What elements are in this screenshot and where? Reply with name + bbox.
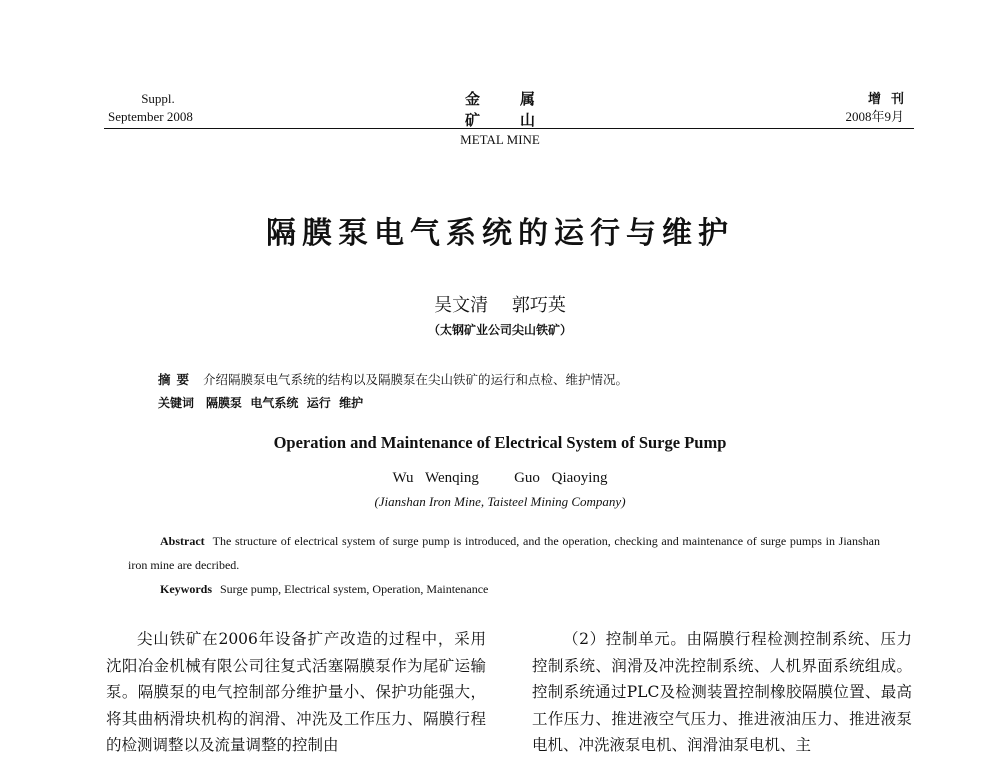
journal-issue-info: [108, 90, 248, 126]
keywords-cn-label: 关键词: [158, 396, 195, 410]
journal-name-cn: 金属矿山: [464, 92, 575, 129]
authors-cn: 吴文清 郭巧英: [434, 295, 566, 316]
abstract-en-label: Abstract: [160, 534, 205, 548]
body-column-right: （2）控制单元。由隔膜行程检测控制系统、压力控制系统、润滑及冲洗控制系统、人机界面系统组成。控制系统通过PLC及检测装置控制橡胶隔膜位置、最高工作压力、推进液空气压力、推进液油压力、推进液泵电机、冲洗液泵电机、润滑油泵电机、主: [532, 630, 912, 754]
issue-supplement-label-cn: 增刊: [867, 91, 914, 106]
issue-date-en: September 2008: [108, 109, 193, 124]
journal-name-en: METAL MINE: [460, 132, 540, 147]
abstract-en: [128, 529, 880, 577]
authors-en: Wu Wenqing Guo Qiaoying: [392, 470, 608, 486]
body-column-left: 尖山铁矿在2006年设备扩产改造的过程中，采用沈阳冶金机械有限公司往复式活塞隔膜泵作为尾矿运输泵。隔膜泵的电气控制部分维护量小、保护功能强大，将其曲柄滑块机构的润滑、冲洗及工作压力、隔膜行程的检测调整以及流量调整的控制由: [106, 630, 486, 754]
keywords-en: [160, 582, 488, 597]
keywords-en-label: Keywords: [160, 582, 212, 596]
article-title-en: Operation and Maintenance of Electrical System of Surge Pump: [273, 433, 727, 452]
affiliation-cn: （太钢矿业公司尖山铁矿）: [427, 323, 572, 337]
issue-date-cn: 2008年9月: [845, 109, 904, 124]
keywords-en-text: Surge pump, Electrical system, Operation, Maintenance: [220, 582, 489, 596]
affiliation-en: (Jianshan Iron Mine, Taisteel Mining Company): [374, 494, 626, 509]
keywords-cn: [158, 394, 363, 411]
journal-name: [400, 88, 600, 148]
issue-supplement-label: Suppl.: [141, 91, 175, 106]
journal-issue-info-cn: [784, 90, 914, 126]
abstract-cn: [158, 370, 628, 388]
article-title-cn: 隔膜泵电气系统的运行与维护: [266, 216, 734, 251]
keywords-cn-items: 隔膜泵 电气系统 运行 维护: [206, 396, 364, 410]
abstract-cn-label: 摘要: [158, 372, 196, 387]
abstract-cn-text: 介绍隔膜泵电气系统的结构以及隔膜泵在尖山铁矿的运行和点检、维护情况。: [203, 372, 629, 387]
header-rule: [104, 128, 914, 129]
abstract-en-text: The structure of electrical system of surge pump is introduced, and the operation, checking and maintenance of surge pumps in Jianshan iron mine are decribed.: [128, 534, 880, 572]
